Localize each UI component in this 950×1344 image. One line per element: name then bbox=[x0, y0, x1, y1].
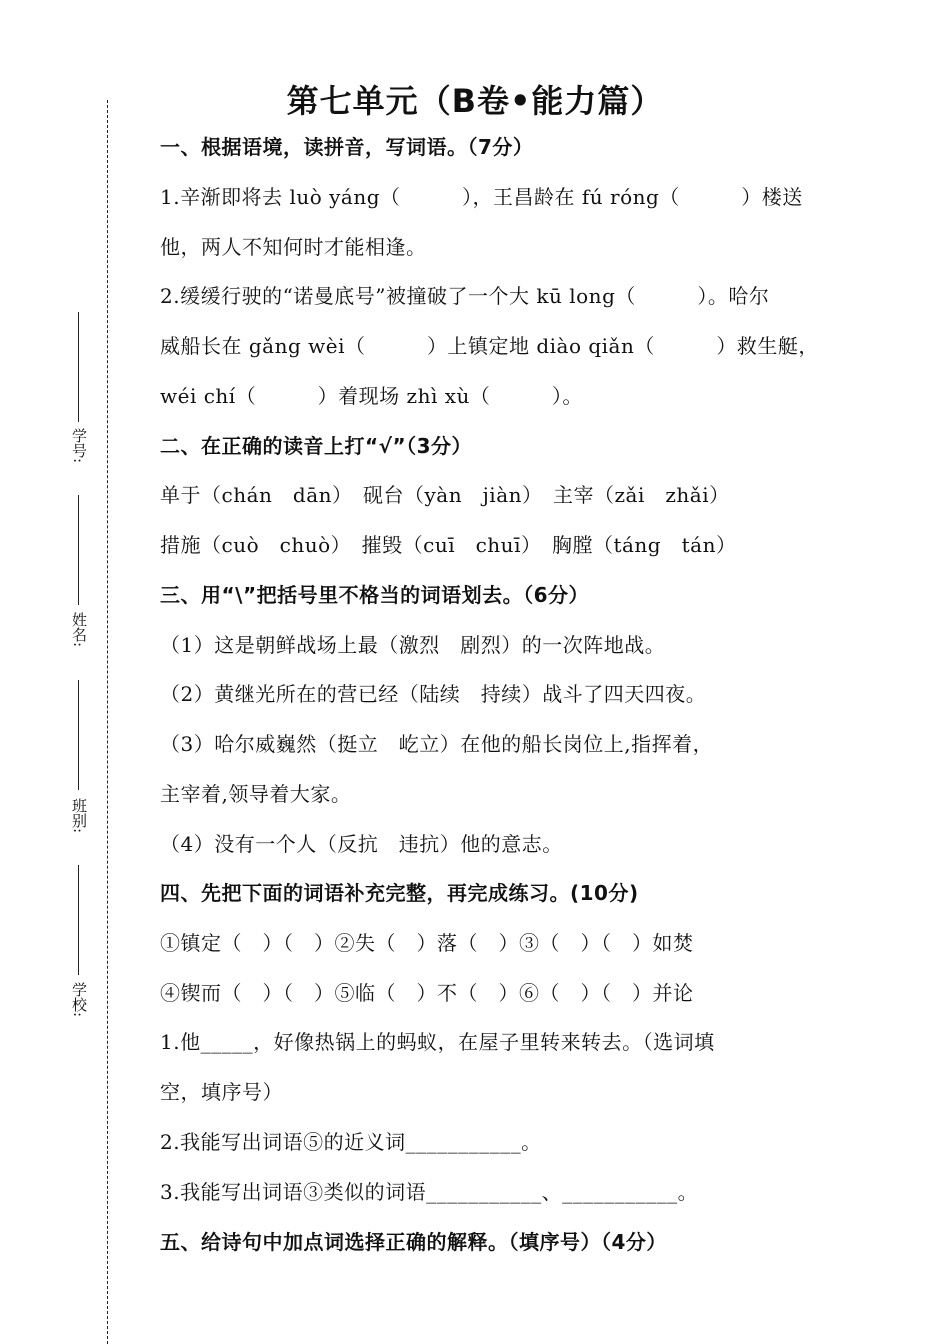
question-line: （1）这是朝鲜战场上最（激烈 剧烈）的一次阵地战。 bbox=[160, 633, 666, 657]
question-line: ④锲而（ ）（ ）⑤临（ ）不（ ）⑥（ ）（ ）并论 bbox=[160, 981, 694, 1005]
student-name-label: 姓名: bbox=[70, 612, 88, 648]
question-line: （2）黄继光所在的营已经（陆续 持续）战斗了四天四夜。 bbox=[160, 682, 707, 706]
name-underline bbox=[78, 495, 79, 605]
question-line: 3.我能写出词语③类似的词语___________、___________。 bbox=[160, 1180, 699, 1204]
number-underline bbox=[78, 312, 79, 422]
section-heading-1: 一、根据语境，读拼音，写词语。（7分） bbox=[160, 135, 534, 159]
question-line: 2.缓缓行驶的“诺曼底号”被撞破了一个大 kū long（ ）。哈尔 bbox=[160, 284, 770, 308]
student-number-label: 学号: bbox=[70, 428, 88, 464]
question-line: 空，填序号） bbox=[160, 1080, 283, 1104]
question-line: 威船长在 gǎng wèi（ ）上镇定地 diào qiǎn（ ）救生艇， bbox=[160, 334, 819, 358]
class-underline bbox=[78, 680, 79, 790]
question-line: （4）没有一个人（反抗 违抗）他的意志。 bbox=[160, 832, 563, 856]
question-line: 单于（chán dān） 砚台（yàn jiàn） 主宰（zǎi zhǎi） bbox=[160, 483, 730, 507]
question-line: 他，两人不知何时才能相逢。 bbox=[160, 235, 427, 259]
question-line: ①镇定（ ）（ ）②失（ ）落（ ）③（ ）（ ）如焚 bbox=[160, 931, 694, 955]
section-heading-4: 四、先把下面的词语补充完整，再完成练习。(10分) bbox=[160, 881, 639, 905]
question-line: 1.他_____，好像热锅上的蚂蚁，在屋子里转来转去。（选词填 bbox=[160, 1030, 715, 1054]
page-title: 第七单元（B卷•能力篇） bbox=[286, 82, 664, 120]
question-line: 1.辛渐即将去 luò yáng（ ），王昌龄在 fú róng（ ）楼送 bbox=[160, 185, 803, 209]
section-heading-2: 二、在正确的读音上打“√”（3分） bbox=[160, 434, 473, 458]
school-underline bbox=[78, 865, 79, 975]
question-line: wéi chí（ ）着现场 zhì xù（ ）。 bbox=[160, 384, 583, 408]
section-heading-5: 五、给诗句中加点词选择正确的解释。（填序号）（4分） bbox=[160, 1230, 667, 1254]
class-label: 班别: bbox=[70, 798, 88, 834]
question-line: 2.我能写出词语⑤的近义词___________。 bbox=[160, 1130, 542, 1154]
school-label: 学校: bbox=[70, 982, 88, 1018]
question-line: （3）哈尔威巍然（挺立 屹立）在他的船长岗位上,指挥着， bbox=[160, 732, 714, 756]
question-line: 措施（cuò chuò） 摧毁（cuī chuī） 胸膛（táng tán） bbox=[160, 533, 737, 557]
question-line: 主宰着,领导着大家。 bbox=[160, 782, 352, 806]
binding-dashed-line bbox=[107, 100, 108, 1344]
section-heading-3: 三、用“\”把括号里不格当的词语划去。（6分） bbox=[160, 583, 590, 607]
